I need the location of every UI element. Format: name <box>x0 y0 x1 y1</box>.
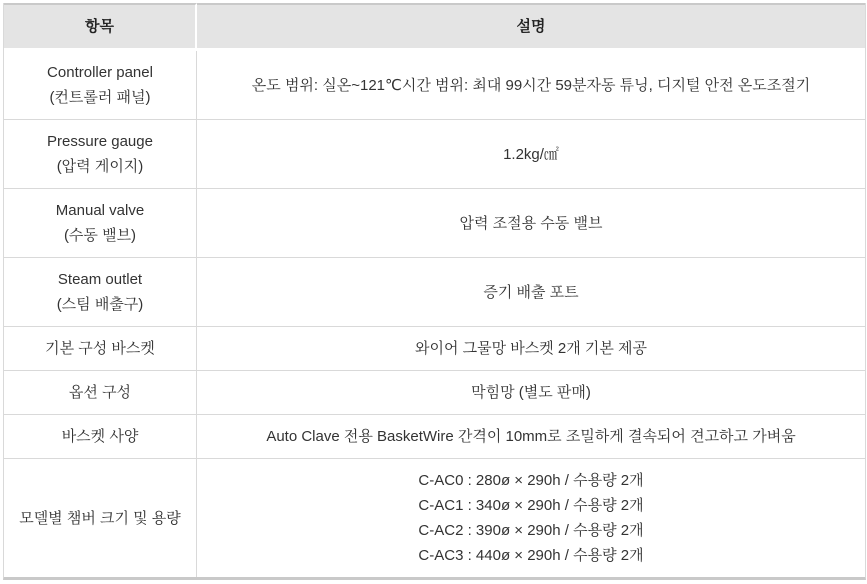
description-cell <box>197 189 865 258</box>
description-line: 와이어 그물망 바스켓 2개 기본 제공 <box>414 340 648 357</box>
description-cell <box>197 371 865 415</box>
item-line: Controller panel <box>47 64 153 81</box>
item-cell <box>4 459 197 577</box>
item-cell <box>4 258 197 327</box>
description-cell <box>197 327 865 371</box>
description-cell <box>197 51 865 120</box>
description-cell <box>197 415 865 459</box>
table-row <box>4 327 865 371</box>
item-line: Steam outlet <box>57 271 143 288</box>
item-cell <box>4 327 197 371</box>
item-line: 옵션 구성 <box>68 384 132 401</box>
product-spec-table <box>3 3 866 580</box>
table-row <box>4 189 865 258</box>
description-line: Auto Clave 전용 BasketWire 간격이 10mm로 조밀하게 결속되어 견고하고 가벼움 <box>266 428 796 445</box>
item-line: (수동 밸브) <box>63 227 137 244</box>
item-line: (압력 게이지) <box>56 158 144 175</box>
item-cell <box>4 371 197 415</box>
description-line: 온도 범위: 실온~121℃시간 범위: 최대 99시간 59분자동 튜닝, 디지털 안전 온도조절기 <box>251 76 811 94</box>
item-line: 모델별 챔버 크기 및 용량 <box>19 509 181 527</box>
item-line: 기본 구성 바스켓 <box>45 340 155 357</box>
description-line: 1.2kg/㎠ <box>503 145 559 163</box>
table-row <box>4 459 865 577</box>
item-cell <box>4 120 197 189</box>
column-header-item: 항목 <box>4 3 197 51</box>
spec-table-header <box>4 3 865 51</box>
item-line: (컨트롤러 패널) <box>49 89 151 106</box>
description-line: C-AC2 : 390ø × 290h / 수용량 2개 <box>418 522 644 539</box>
spec-table-body <box>4 51 865 577</box>
table-row <box>4 415 865 459</box>
description-line: C-AC3 : 440ø × 290h / 수용량 2개 <box>418 547 644 564</box>
description-line: C-AC0 : 280ø × 290h / 수용량 2개 <box>418 472 644 489</box>
item-line: (스팀 배출구) <box>56 296 144 313</box>
description-line: 증기 배출 포트 <box>483 283 579 301</box>
description-line: 압력 조절용 수동 밸브 <box>459 214 603 232</box>
item-line: Pressure gauge <box>47 133 153 150</box>
item-line: 바스켓 사양 <box>61 428 139 445</box>
description-line: 막힘망 (별도 판매) <box>471 384 591 401</box>
item-cell <box>4 189 197 258</box>
table-row <box>4 258 865 327</box>
description-cell <box>197 459 865 577</box>
item-cell <box>4 415 197 459</box>
column-header-description: 설명 <box>197 3 865 51</box>
description-cell <box>197 120 865 189</box>
table-row <box>4 371 865 415</box>
table-row <box>4 120 865 189</box>
table-row <box>4 51 865 120</box>
header-row <box>4 3 865 51</box>
item-line: Manual valve <box>55 202 145 219</box>
description-cell <box>197 258 865 327</box>
item-cell <box>4 51 197 120</box>
description-line: C-AC1 : 340ø × 290h / 수용량 2개 <box>418 497 644 514</box>
